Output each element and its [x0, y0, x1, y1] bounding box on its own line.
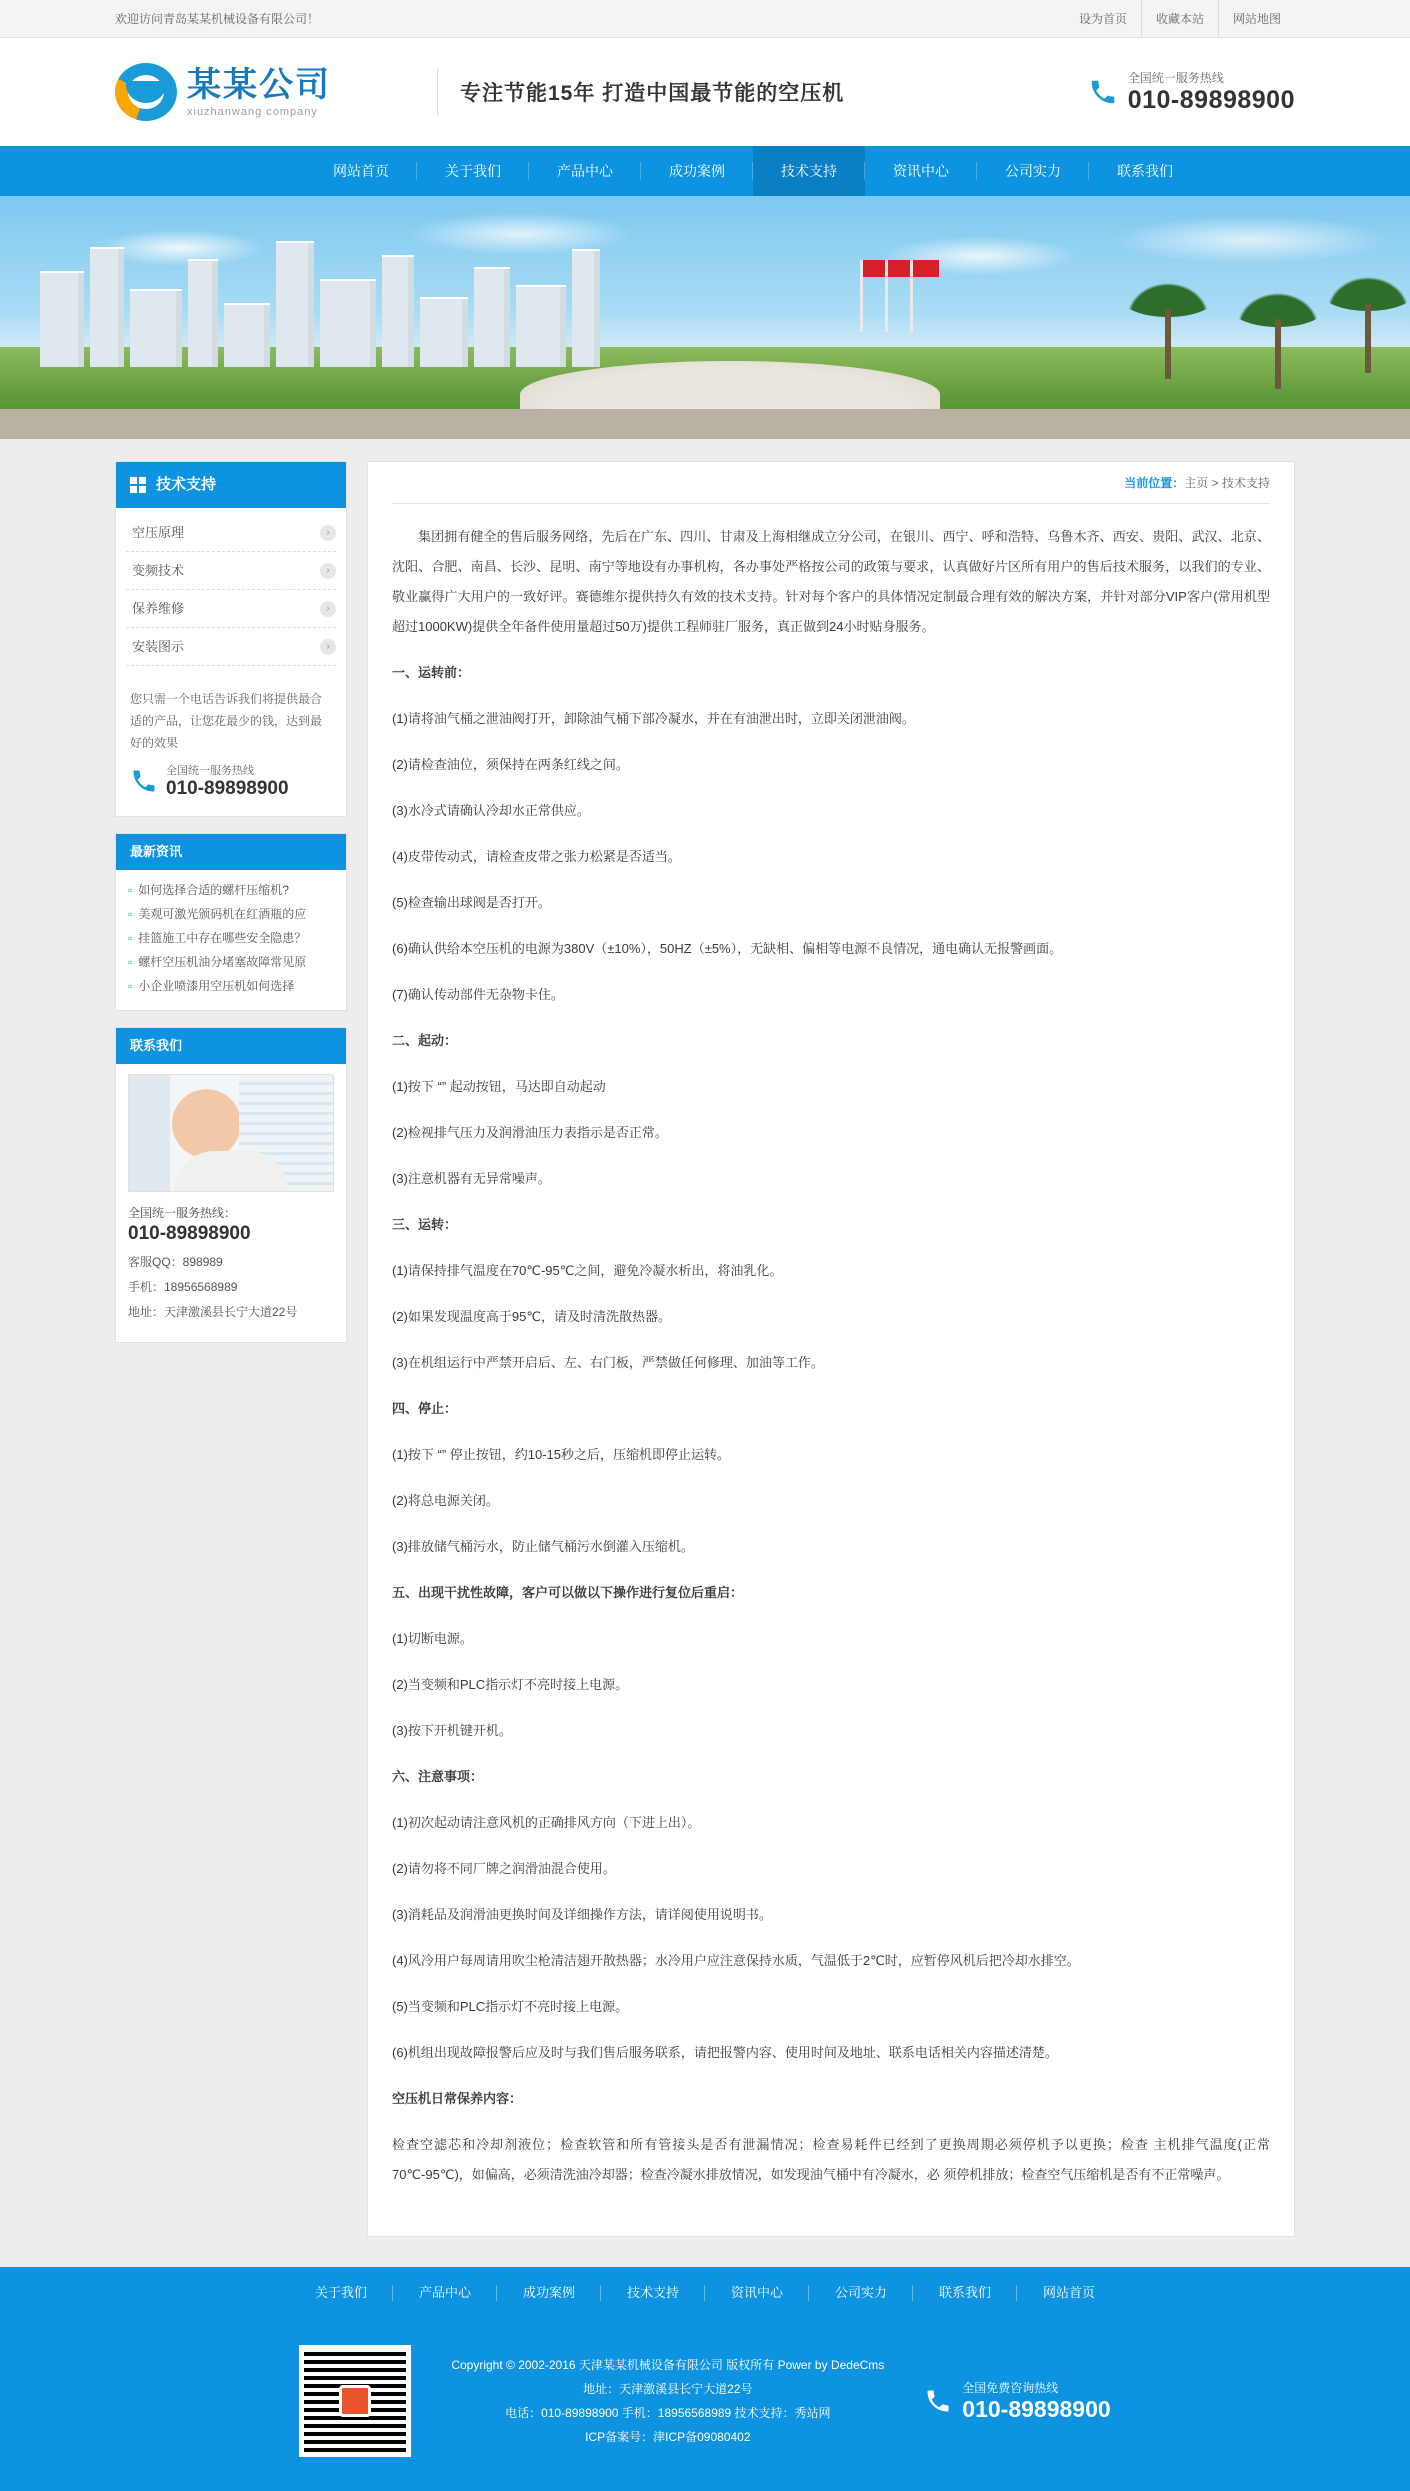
phone-icon [1088, 77, 1118, 107]
sitemap-link[interactable]: 网站地图 [1218, 0, 1295, 38]
article-section-heading: 二、起动： [392, 1033, 458, 1048]
palm-tree [1320, 271, 1410, 373]
copyright-text: Copyright © 2002-2016 天津某某机械设备有限公司 版权所有 Power by DedeCms [451, 2358, 885, 2372]
sidebar-contact-title: 联系我们 [130, 1038, 183, 1053]
article-paragraph: 集团拥有健全的售后服务网络，先后在广东、四川、甘肃及上海相继成立分公司，在银川、西宁、呼和浩特、乌鲁木齐、西安、贵阳、武汉、北京、沈阳、合肥、南昌、长沙、昆明、南宁等地设有办事机构，各办事处严格按公司的政策与要求，认真做好片区所有用户的售后技术服务，以我们的专业、敬业赢得广大用户的一致好评。赛德维尔提供持久有效的技术支持。针对每个客户的具体情况定制最合理有效的解决方案，并针对部分VIP客户(常用机型超过1000KW)提供全年备件使用量超过50万)提供工程师驻厂服务，真正做到24小时贴身服务。 [392, 529, 1270, 634]
chevron-right-icon: › [320, 639, 336, 655]
footer-nav-products[interactable]: 产品中心 [393, 2267, 497, 2319]
top-bar [0, 0, 1410, 38]
sidebar-item-label[interactable]: 保养维修 [132, 600, 185, 616]
logo-icon [115, 61, 179, 123]
nav-item-contact[interactable]: 联系我们 [1117, 163, 1173, 179]
list-item[interactable] [128, 950, 334, 974]
article-paragraph: (1)请保持排气温度在70℃-95℃之间，避免冷凝水析出，将油乳化。 [392, 1263, 783, 1278]
chevron-right-icon: › [320, 601, 336, 617]
customer-service-photo [128, 1074, 334, 1192]
footer-hotline-number: 010-89898900 [962, 2396, 1111, 2422]
article-paragraph: (2)检视排气压力及润滑油压力表指示是否正常。 [392, 1125, 668, 1140]
sidebar-item-maintenance[interactable] [126, 590, 336, 628]
article-paragraph: (6)确认供给本空压机的电源为380V（±10%），50HZ（±5%），无缺相、偏相等电源不良情况，通电确认无报警画面。 [392, 941, 1063, 956]
article-paragraph: (3)注意机器有无异常噪声。 [392, 1171, 551, 1186]
breadcrumb-separator: > [1211, 476, 1219, 490]
nav-item-products[interactable]: 产品中心 [529, 146, 641, 196]
flag-poles [860, 260, 935, 335]
article-paragraph: (7)确认传动部件无杂物卡住。 [392, 987, 564, 1002]
list-item[interactable] [128, 974, 334, 998]
site-slogan: 专注节能15年 打造中国最节能的空压机 [460, 82, 845, 105]
article-paragraph: (3)按下开机键开机。 [392, 1723, 512, 1738]
sidebar-hotline-label: 全国统一服务热线 [166, 765, 254, 777]
footer-nav-cases[interactable]: 成功案例 [497, 2267, 601, 2319]
footer-hotline-label: 全国免费咨询热线 [962, 2381, 1059, 2395]
sidebar-category-panel [115, 461, 347, 817]
phone-icon [924, 2387, 952, 2415]
nav-item-strength[interactable]: 公司实力 [977, 146, 1089, 196]
set-homepage-link[interactable]: 设为首页 [1078, 12, 1127, 26]
article-paragraph: (2)请检查油位，须保持在两条红线之间。 [392, 757, 629, 772]
topbar-links [1065, 0, 1295, 38]
article-paragraph: (3)消耗品及润滑油更换时间及详细操作方法，请详阅使用说明书。 [392, 1907, 772, 1922]
article-paragraph: (2)将总电源关闭。 [392, 1493, 499, 1508]
article-paragraph: (2)当变频和PLC指示灯不亮时接上电源。 [392, 1677, 629, 1692]
nav-item-home[interactable]: 网站首页 [305, 146, 417, 196]
welcome-text: 欢迎访问青岛某某机械设备有限公司！ [115, 12, 320, 26]
contact-hotline-label: 全国统一服务热线： [128, 1206, 237, 1220]
article-paragraph: (2)如果发现温度高于95℃，请及时清洗散热器。 [392, 1309, 671, 1324]
footer-nav-about[interactable]: 关于我们 [289, 2267, 393, 2319]
list-item[interactable] [128, 902, 334, 926]
list-item[interactable] [128, 878, 334, 902]
footer-nav-strength[interactable]: 公司实力 [809, 2267, 913, 2319]
sidebar-item-principle[interactable] [126, 514, 336, 552]
footer-contact: 电话：010-89898900 手机：18956568989 技术支持：秀站网 [505, 2406, 831, 2420]
footer-nav-support[interactable]: 技术支持 [601, 2267, 705, 2319]
chevron-right-icon: › [320, 563, 336, 579]
sidebar-item-inverter[interactable] [126, 552, 336, 590]
contact-mobile: 手机：18956568989 [128, 1280, 238, 1294]
article-paragraph: (1)请将油气桶之泄油阀打开，卸除油气桶下部冷凝水，并在有油泄出时，立即关闭泄油阀。 [392, 711, 915, 726]
city-skyline [40, 237, 600, 367]
article-paragraph: (5)当变频和PLC指示灯不亮时接上电源。 [392, 1999, 629, 2014]
sidebar-contact-title-bar [116, 1028, 346, 1064]
list-item[interactable] [128, 926, 334, 950]
contact-address: 地址：天津激溪县长宁大道22号 [128, 1305, 298, 1319]
site-header [0, 38, 1410, 146]
article-paragraph: (6)机组出现故障报警后应及时与我们售后服务联系，请把报警内容、使用时间及地址、联系电话相关内容描述清楚。 [392, 2045, 1058, 2060]
nav-item-support[interactable]: 技术支持 [753, 146, 865, 196]
hotline-number: 010-89898900 [1127, 86, 1295, 114]
sidebar-news-title: 最新资讯 [130, 844, 183, 859]
sidebar-category-list [116, 508, 346, 676]
qr-code [299, 2345, 411, 2457]
grid-icon [130, 477, 146, 493]
footer-address: 地址：天津激溪县长宁大道22号 [583, 2382, 753, 2396]
sidebar-contact-panel [115, 1027, 347, 1343]
footer-info [451, 2353, 884, 2449]
news-item-label: 挂篮施工中存在哪些安全隐患？ [138, 931, 307, 945]
article-section-heading: 一、运转前： [392, 665, 471, 680]
article-paragraph: (3)排放储气桶污水，防止储气桶污水倒灌入压缩机。 [392, 1539, 694, 1554]
footer-icp: ICP备案号：津ICP备09080402 [585, 2430, 751, 2444]
contact-hotline-number: 010-89898900 [128, 1223, 251, 1244]
sidebar-category-title: 技术支持 [156, 476, 217, 493]
footer-nav-news[interactable]: 资讯中心 [705, 2267, 809, 2319]
sidebar-item-label[interactable]: 安装图示 [132, 638, 185, 654]
site-footer [0, 2319, 1410, 2491]
logo-subtitle: xiuzhanwang company [187, 106, 318, 118]
sidebar-hotline-number: 010-89898900 [166, 778, 289, 799]
article-paragraph: (1)按下 “” 停止按钮，约10-15秒之后，压缩机即停止运转。 [392, 1447, 731, 1462]
news-item-label: 美观可激光颁码机在红酒瓶的应 [138, 907, 307, 921]
article-paragraph: (3)在机组运行中严禁开启后、左、右门板，严禁做任何修理、加油等工作。 [392, 1355, 824, 1370]
logo-title: 某某公司 [187, 66, 331, 104]
breadcrumb [392, 462, 1270, 504]
footer-nav-contact[interactable]: 联系我们 [913, 2267, 1017, 2319]
news-item-label: 小企业喷漆用空压机如何选择 [138, 979, 295, 993]
bookmark-link[interactable]: 收藏本站 [1141, 0, 1218, 38]
sidebar-hotline [116, 758, 346, 816]
article-section-heading: 三、运转： [392, 1217, 458, 1232]
article-paragraph: (5)检查输出球阀是否打开。 [392, 895, 551, 910]
sidebar-news-title-bar [116, 834, 346, 870]
sidebar [115, 461, 347, 1359]
article-paragraph: (2)请勿将不同厂牌之润滑油混合使用。 [392, 1861, 616, 1876]
article-paragraph: (1)切断电源。 [392, 1631, 473, 1646]
chevron-right-icon: › [320, 525, 336, 541]
footer-nav-home[interactable]: 网站首页 [1043, 2285, 1096, 2300]
footer-nav [0, 2267, 1410, 2319]
road [0, 409, 1410, 439]
sidebar-item-label[interactable]: 空压原理 [132, 524, 185, 540]
sidebar-item-label[interactable]: 变频技术 [132, 562, 185, 578]
divider [437, 69, 438, 115]
sidebar-item-installation[interactable] [126, 628, 336, 666]
article-paragraph: 检查空滤芯和冷却剂液位；检查软管和所有管接头是否有泄漏情况；检查易耗件已经到了更换周期必须停机予以更换；检查 主机排气温度(正常70℃-95℃)，如偏高，必须清洗油冷却器；检查冷凝水排放情况，如发现油气桶中有冷凝水，必 须停机排放；检查空气压缩机是否有不正常噪声。 [392, 2137, 1270, 2182]
article-paragraph: (4)风冷用户每周请用吹尘枪清洁翅开散热器；水冷用户应注意保持水质，气温低于2℃时，应暂停风机后把冷却水排空。 [392, 1953, 1080, 1968]
palm-tree [1120, 277, 1216, 379]
content-area [0, 439, 1410, 2267]
nav-item-news[interactable]: 资讯中心 [865, 146, 977, 196]
article-section-heading: 六、注意事项： [392, 1769, 484, 1784]
news-item-label: 螺杆空压机油分堵塞故障常见原 [138, 955, 307, 969]
palm-tree [1230, 287, 1326, 389]
breadcrumb-home[interactable]: 主页 [1184, 476, 1209, 490]
main-panel [367, 461, 1295, 2237]
article-body [392, 504, 1270, 2190]
sidebar-note: 您只需一个电话告诉我们将提供最合适的产品，让您花最少的钱，达到最好的效果 [130, 692, 323, 750]
site-logo[interactable] [115, 61, 415, 123]
hero-banner [0, 196, 1410, 439]
breadcrumb-current: 技术支持 [1221, 476, 1270, 490]
sidebar-category-title-bar [116, 462, 346, 508]
breadcrumb-prefix: 当前位置： [1124, 476, 1185, 490]
article-paragraph: (1)初次起动请注意风机的正确排风方向（下进上出）。 [392, 1815, 701, 1830]
article-section-heading: 五、出现干扰性故障，客户可以做以下操作进行复位后重启： [392, 1585, 744, 1600]
header-hotline [1088, 69, 1295, 115]
nav-item-cases[interactable]: 成功案例 [641, 146, 753, 196]
phone-icon [130, 767, 158, 795]
footer-hotline [924, 2379, 1110, 2423]
article-paragraph: (1)按下 “” 起动按钮，马达即自动起动 [392, 1079, 606, 1094]
article-section-heading: 四、停止： [392, 1401, 458, 1416]
article-section-heading: 空压机日常保养内容： [392, 2091, 523, 2106]
nav-item-about[interactable]: 关于我们 [417, 146, 529, 196]
hotline-label: 全国统一服务热线 [1127, 71, 1224, 85]
contact-qq: 客服QQ：898989 [128, 1255, 223, 1269]
article-paragraph: (3)水冷式请确认冷却水正常供应。 [392, 803, 590, 818]
news-item-label: 如何选择合适的螺杆压缩机? [138, 883, 289, 897]
article-paragraph: (4)皮带传动式，请检查皮带之张力松紧是否适当。 [392, 849, 681, 864]
main-nav [0, 146, 1410, 196]
sidebar-news-list [116, 870, 346, 1010]
sidebar-news-panel [115, 833, 347, 1011]
